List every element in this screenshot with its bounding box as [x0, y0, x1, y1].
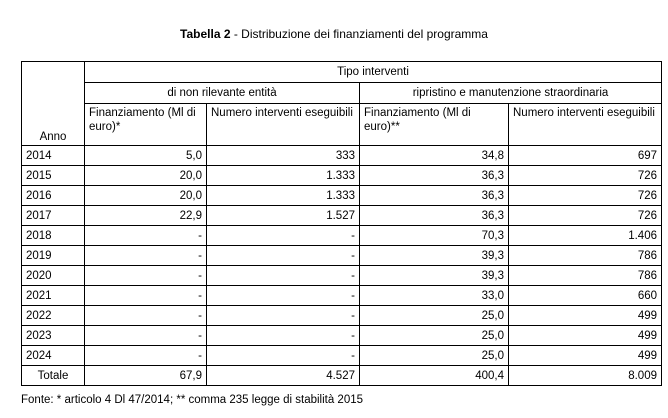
cell-finanziamento-2: 36,3 [360, 166, 509, 186]
total-cell-finanziamento-2: 400,4 [360, 366, 509, 386]
table-row [22, 206, 662, 226]
cell-numero-1: - [207, 246, 360, 266]
cell-numero-2: 726 [509, 166, 662, 186]
cell-anno: 2017 [22, 206, 85, 226]
table-row [22, 266, 662, 286]
cell-numero-2: 660 [509, 286, 662, 306]
cell-anno: 2024 [22, 346, 85, 366]
cell-finanziamento-2: 39,3 [360, 266, 509, 286]
cell-numero-2: 697 [509, 146, 662, 166]
header-finanziamento-1: Finanziamento (Ml di euro)* [85, 104, 207, 146]
table-row [22, 306, 662, 326]
total-row [22, 366, 662, 386]
cell-anno: 2020 [22, 266, 85, 286]
cell-anno: 2016 [22, 186, 85, 206]
table-row [22, 346, 662, 366]
cell-finanziamento-2: 36,3 [360, 206, 509, 226]
cell-finanziamento-1: - [85, 246, 207, 266]
cell-finanziamento-2: 33,0 [360, 286, 509, 306]
caption-text: - Distribuzione dei finanziamenti del programma [230, 27, 488, 41]
cell-finanziamento-1: - [85, 226, 207, 246]
cell-finanziamento-1: - [85, 286, 207, 306]
table-caption [0, 27, 668, 41]
table-body [22, 146, 662, 386]
cell-anno: 2022 [22, 306, 85, 326]
cell-numero-1: 1.333 [207, 186, 360, 206]
header-numero-interventi-2: Numero interventi eseguibili [509, 104, 662, 146]
total-cell-finanziamento-1: 67,9 [85, 366, 207, 386]
cell-numero-1: 1.527 [207, 206, 360, 226]
table-row [22, 226, 662, 246]
total-cell-numero-2: 8.009 [509, 366, 662, 386]
cell-finanziamento-1: - [85, 326, 207, 346]
total-cell-anno: Totale [22, 366, 85, 386]
cell-finanziamento-1: 20,0 [85, 166, 207, 186]
cell-numero-1: - [207, 226, 360, 246]
cell-numero-1: - [207, 306, 360, 326]
header-group-non-rilevante: di non rilevante entità [85, 83, 360, 104]
total-cell-numero-1: 4.527 [207, 366, 360, 386]
cell-numero-2: 1.406 [509, 226, 662, 246]
cell-numero-1: - [207, 326, 360, 346]
financing-table [21, 61, 662, 386]
table-row [22, 326, 662, 346]
cell-finanziamento-2: 25,0 [360, 346, 509, 366]
cell-finanziamento-1: 22,9 [85, 206, 207, 226]
cell-finanziamento-1: - [85, 266, 207, 286]
cell-finanziamento-2: 39,3 [360, 246, 509, 266]
cell-finanziamento-1: - [85, 346, 207, 366]
header-numero-interventi-1: Numero interventi eseguibili [207, 104, 360, 146]
cell-finanziamento-2: 70,3 [360, 226, 509, 246]
cell-finanziamento-2: 25,0 [360, 306, 509, 326]
cell-numero-2: 726 [509, 206, 662, 226]
cell-finanziamento-2: 36,3 [360, 186, 509, 206]
cell-numero-1: - [207, 346, 360, 366]
table-row [22, 166, 662, 186]
cell-finanziamento-1: - [85, 306, 207, 326]
cell-numero-2: 499 [509, 306, 662, 326]
cell-numero-2: 499 [509, 326, 662, 346]
cell-anno: 2023 [22, 326, 85, 346]
cell-numero-2: 499 [509, 346, 662, 366]
cell-finanziamento-2: 25,0 [360, 326, 509, 346]
header-anno: Anno [22, 62, 85, 146]
cell-finanziamento-2: 34,8 [360, 146, 509, 166]
header-group-ripristino: ripristino e manutenzione straordinaria [360, 83, 662, 104]
cell-numero-2: 786 [509, 246, 662, 266]
cell-anno: 2019 [22, 246, 85, 266]
caption-label: Tabella 2 [180, 27, 231, 41]
header-tipo-interventi: Tipo interventi [85, 62, 662, 83]
cell-anno: 2015 [22, 166, 85, 186]
table-row [22, 246, 662, 266]
table-row [22, 186, 662, 206]
source-note: Fonte: * articolo 4 Dl 47/2014; ** comma 235 legge di stabilità 2015 [21, 394, 364, 406]
cell-anno: 2014 [22, 146, 85, 166]
cell-numero-1: 1.333 [207, 166, 360, 186]
cell-finanziamento-1: 20,0 [85, 186, 207, 206]
table-row [22, 286, 662, 306]
cell-anno: 2018 [22, 226, 85, 246]
cell-numero-2: 726 [509, 186, 662, 206]
header-finanziamento-2: Finanziamento (Ml di euro)** [360, 104, 509, 146]
table-row [22, 146, 662, 166]
cell-numero-2: 786 [509, 266, 662, 286]
cell-numero-1: - [207, 266, 360, 286]
cell-numero-1: 333 [207, 146, 360, 166]
cell-finanziamento-1: 5,0 [85, 146, 207, 166]
cell-numero-1: - [207, 286, 360, 306]
cell-anno: 2021 [22, 286, 85, 306]
